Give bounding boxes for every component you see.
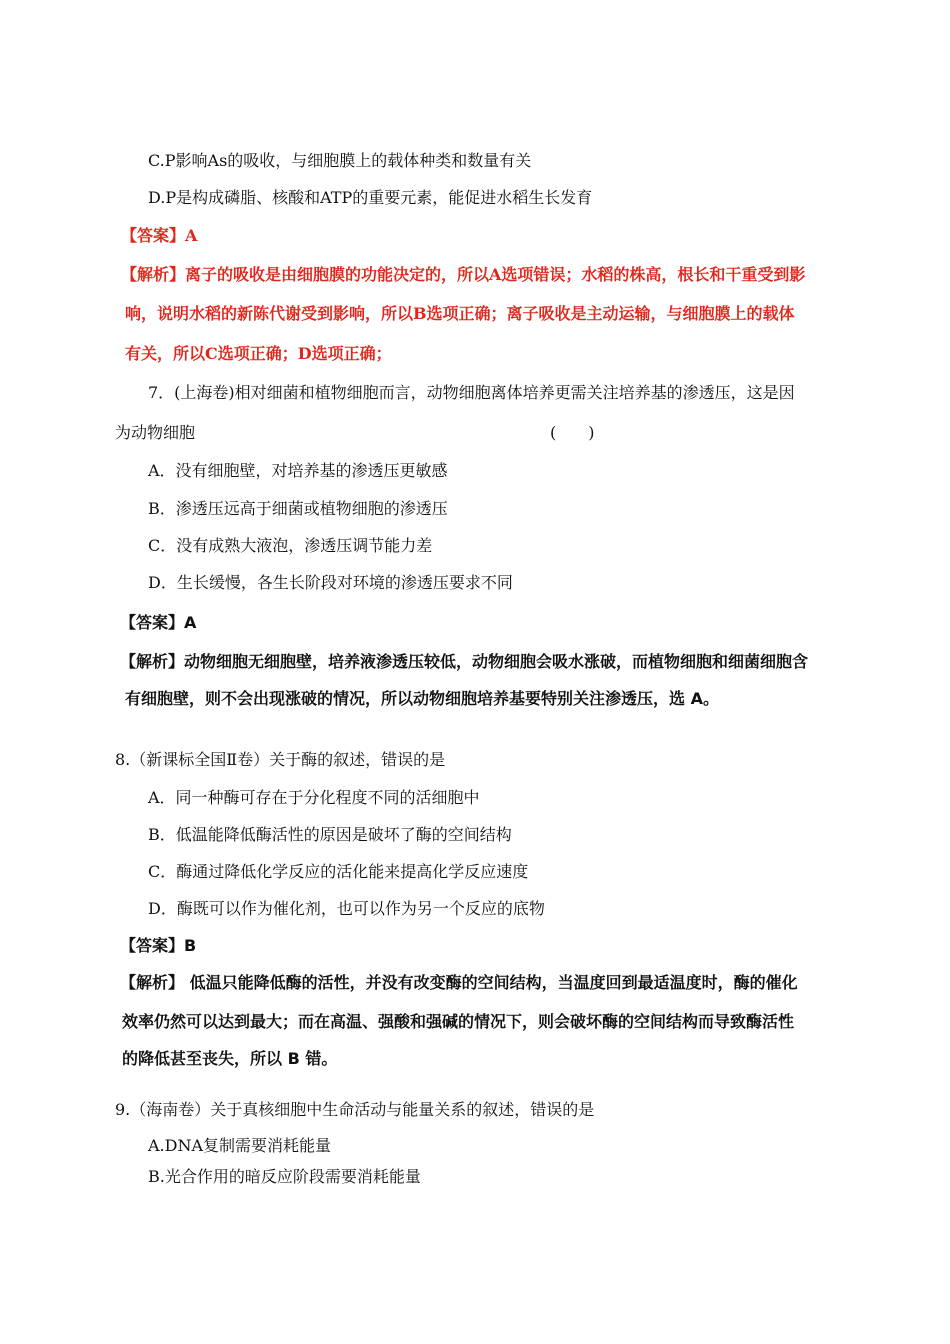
- q7-analysis-line-2: 有细胞壁，则不会出现涨破的情况，所以动物细胞培养基要特别关注渗透压，选 A。: [125, 689, 719, 708]
- q6-option-d: D.P是构成磷脂、核酸和ATP的重要元素，能促进水稻生长发育: [148, 188, 593, 207]
- q7-answer: 【答案】A: [120, 613, 197, 632]
- q6-analysis-line-1: 【解析】离子的吸收是由细胞膜的功能决定的，所以A选项错误；水稻的株高，根长和干重受到影: [121, 265, 806, 284]
- q6-analysis-line-2: 响，说明水稻的新陈代谢受到影响，所以B选项正确；离子吸收是主动运输，与细胞膜上的载体: [125, 304, 795, 323]
- q7-option-a: A．没有细胞壁，对培养基的渗透压更敏感: [148, 461, 448, 480]
- q9-option-a: A.DNA复制需要消耗能量: [148, 1136, 332, 1155]
- q8-option-a: A．同一种酶可存在于分化程度不同的活细胞中: [148, 788, 480, 807]
- q7-analysis-line-1: 【解析】动物细胞无细胞壁，培养液渗透压较低，动物细胞会吸水涨破，而植物细胞和细菌细胞含: [120, 652, 809, 671]
- q7-answer-blank: ( ): [550, 423, 595, 442]
- q8-analysis-line-1: 【解析】 低温只能降低酶的活性，并没有改变酶的空间结构，当温度回到最适温度时，酶的催化: [120, 973, 798, 992]
- q8-answer: 【答案】B: [120, 936, 197, 955]
- q7-option-c: C．没有成熟大液泡，渗透压调节能力差: [148, 536, 433, 555]
- q8-stem: 8.（新课标全国Ⅱ卷）关于酶的叙述，错误的是: [115, 750, 446, 769]
- q8-option-c: C．酶通过降低化学反应的活化能来提高化学反应速度: [148, 862, 529, 881]
- q8-analysis-line-2: 效率仍然可以达到最大；而在高温、强酸和强碱的情况下，则会破坏酶的空间结构而导致酶活性: [122, 1012, 795, 1031]
- q9-option-b: B.光合作用的暗反应阶段需要消耗能量: [148, 1167, 421, 1186]
- q8-option-b: B．低温能降低酶活性的原因是破坏了酶的空间结构: [148, 825, 512, 844]
- q8-option-d: D．酶既可以作为催化剂，也可以作为另一个反应的底物: [148, 899, 545, 918]
- q7-stem-line-1: 7．(上海卷)相对细菌和植物细胞而言，动物细胞离体培养更需关注培养基的渗透压，这是因: [148, 383, 795, 402]
- q7-option-d: D．生长缓慢，各生长阶段对环境的渗透压要求不同: [148, 573, 513, 592]
- q7-option-b: B．渗透压远高于细菌或植物细胞的渗透压: [148, 499, 448, 518]
- q6-option-c: C.P影响As的吸收，与细胞膜上的载体种类和数量有关: [148, 151, 532, 170]
- q7-stem-line-2: 为动物细胞: [115, 423, 196, 442]
- q6-analysis-line-3: 有关，所以C选项正确；D选项正确；: [125, 344, 392, 363]
- q9-stem: 9.（海南卷）关于真核细胞中生命活动与能量关系的叙述，错误的是: [115, 1100, 595, 1119]
- q6-answer: 【答案】A: [121, 226, 198, 245]
- q8-analysis-line-3: 的降低甚至丧失，所以 B 错。: [122, 1049, 338, 1068]
